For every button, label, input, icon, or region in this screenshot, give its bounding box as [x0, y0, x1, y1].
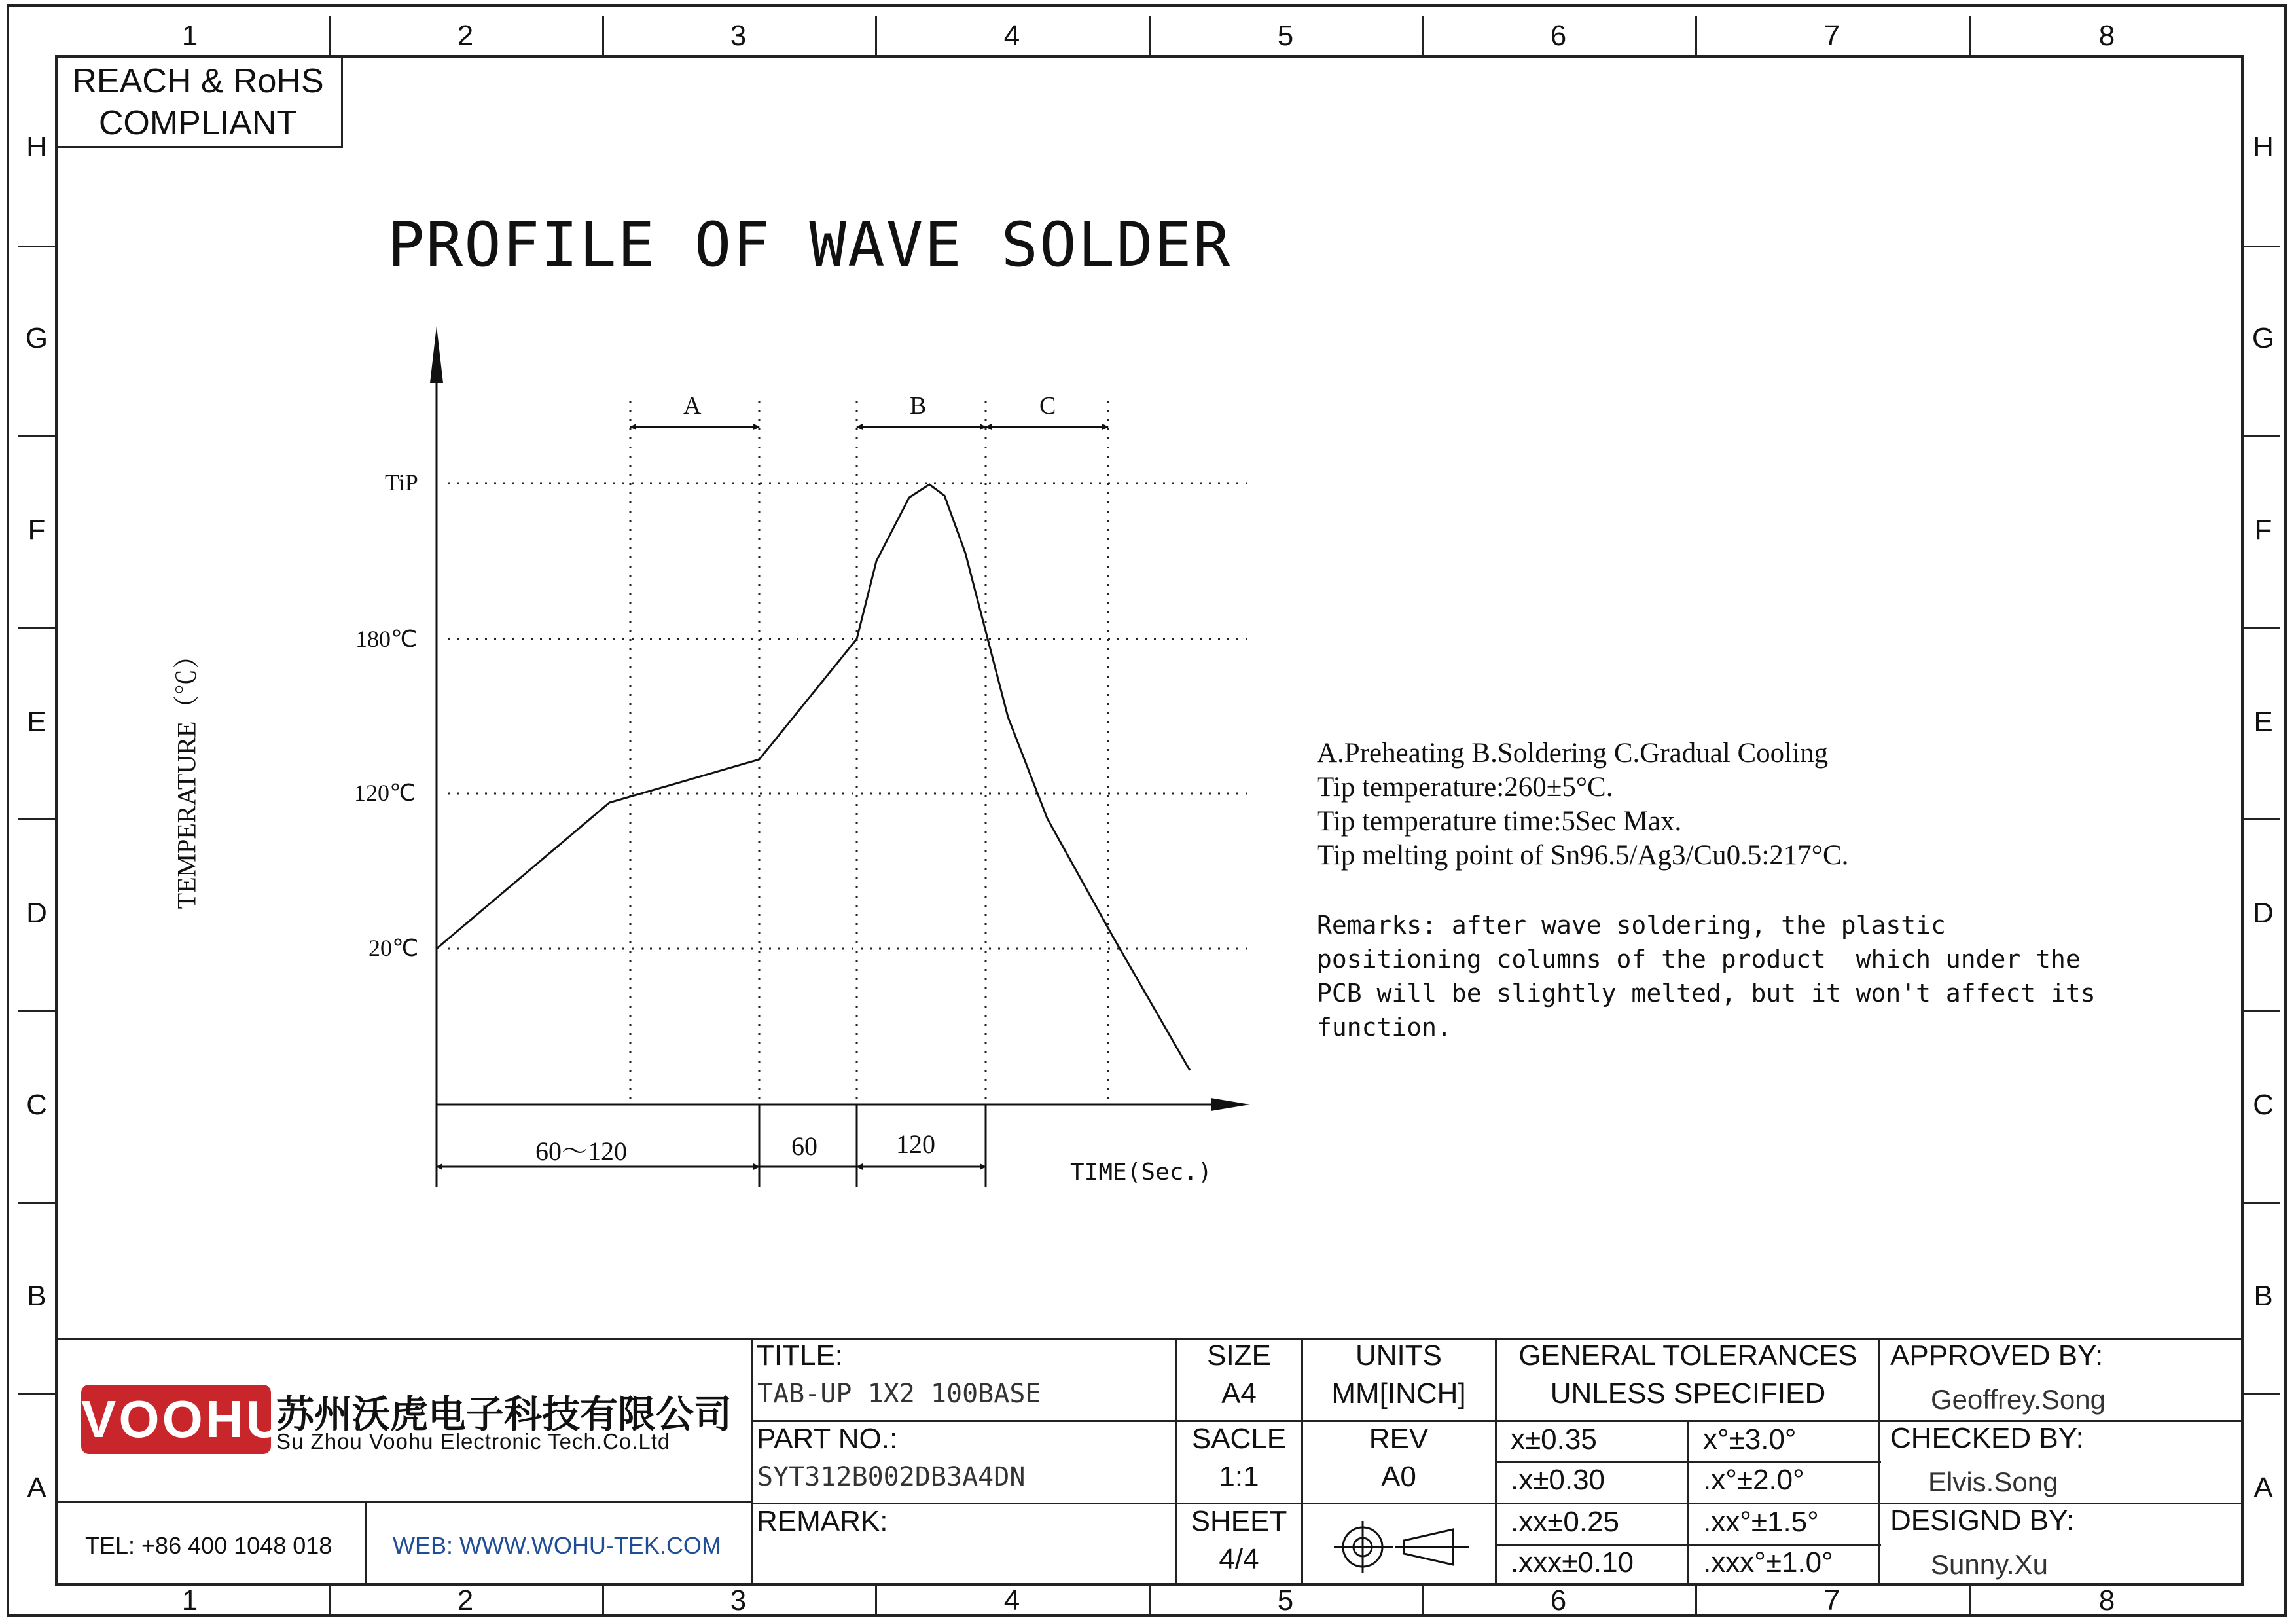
- designed-value: Sunny.Xu: [1931, 1549, 2049, 1580]
- zone-col: 4: [1003, 20, 1020, 52]
- units-value: MM[INCH]: [1331, 1377, 1466, 1410]
- tolerances-heading-2: UNLESS SPECIFIED: [1550, 1377, 1826, 1410]
- temperature-gridlines: [448, 483, 1250, 949]
- scale-label: SACLE: [1191, 1423, 1287, 1455]
- sheet-label: SHEET: [1191, 1505, 1287, 1537]
- zone-col: 6: [1550, 1584, 1567, 1616]
- phase-label-a: A: [683, 392, 702, 420]
- company-name-en: Su Zhou Voohu Electronic Tech.Co.Ltd: [276, 1429, 671, 1453]
- y-axis-arrow: [430, 326, 443, 383]
- tol-linear: .xxx±0.10: [1511, 1546, 1634, 1578]
- zone-row: C: [2253, 1089, 2274, 1121]
- temperature-profile-curve: [437, 484, 1190, 1070]
- size-value: A4: [1221, 1377, 1257, 1410]
- designed-label: DESIGND BY:: [1890, 1504, 2075, 1537]
- title-label: TITLE:: [757, 1340, 844, 1372]
- note-line: Tip temperature time:5Sec Max.: [1317, 806, 1682, 837]
- note-line: Tip melting point of Sn96.5/Ag3/Cu0.5:217°C.: [1317, 840, 1849, 871]
- zone-col: 4: [1003, 1584, 1020, 1616]
- units-label: UNITS: [1355, 1340, 1442, 1372]
- zone-col: 5: [1277, 1584, 1294, 1616]
- zone-col: 2: [457, 20, 474, 52]
- drawing-title: PROFILE OF WAVE SOLDER: [387, 210, 1232, 281]
- zone-col: 7: [1823, 1584, 1840, 1616]
- tol-angular: x°±3.0°: [1703, 1423, 1797, 1455]
- tol-angular: .xxx°±1.0°: [1703, 1546, 1833, 1578]
- y-tick-20: 20℃: [368, 935, 419, 961]
- tol-angular: .xx°±1.5°: [1703, 1506, 1819, 1538]
- zone-row: G: [2251, 322, 2275, 354]
- duration-preheat: 60～120: [535, 1137, 627, 1166]
- remark-line: PCB will be slightly melted, but it won't affect its: [1317, 979, 2096, 1008]
- remark-line: function.: [1317, 1013, 1452, 1042]
- rev-value: A0: [1381, 1461, 1416, 1493]
- y-tick-180: 180℃: [355, 626, 418, 652]
- approved-label: APPROVED BY:: [1890, 1340, 2104, 1372]
- zone-row: D: [26, 897, 47, 929]
- note-line: Tip temperature:260±5°C.: [1317, 772, 1613, 803]
- zone-col: 1: [181, 20, 198, 52]
- y-tick-tip: TiP: [385, 469, 418, 496]
- compliance-line2: COMPLIANT: [98, 104, 298, 142]
- remarks-notes: [1317, 908, 2096, 1044]
- part-no-label: PART NO.:: [757, 1423, 898, 1455]
- phase-boundaries: [630, 401, 1108, 1104]
- zone-col: 8: [2098, 1584, 2115, 1616]
- remark-label: REMARK:: [757, 1505, 888, 1537]
- zone-col: 3: [730, 20, 747, 52]
- tol-linear: .xx±0.25: [1511, 1506, 1620, 1538]
- zone-row: C: [26, 1089, 47, 1121]
- zone-row: E: [2253, 706, 2273, 738]
- compliance-line1: REACH & RoHS: [72, 62, 324, 100]
- note-line: A.Preheating B.Soldering C.Gradual Cooling: [1317, 738, 1829, 769]
- title-value: TAB-UP 1X2 100BASE: [757, 1379, 1041, 1409]
- zone-row: H: [26, 131, 47, 163]
- checked-label: CHECKED BY:: [1890, 1422, 2084, 1454]
- zone-row: F: [2254, 514, 2272, 546]
- checked-value: Elvis.Song: [1928, 1467, 2058, 1497]
- company-name-cn: 苏州沃虎电子科技有限公司: [276, 1393, 732, 1436]
- duration-solder: 120: [896, 1129, 935, 1159]
- y-axis-label: TEMPERATURE（℃）: [171, 642, 202, 909]
- zone-row: H: [2253, 131, 2274, 163]
- zone-row: D: [2253, 897, 2274, 929]
- tolerances-heading-1: GENERAL TOLERANCES: [1518, 1340, 1857, 1372]
- remark-line: positioning columns of the product which under the: [1317, 945, 2081, 974]
- tol-linear: x±0.35: [1511, 1423, 1597, 1455]
- company-web: WEB: WWW.WOHU-TEK.COM: [393, 1532, 721, 1559]
- sheet-value: 4/4: [1219, 1543, 1259, 1575]
- zone-row: G: [25, 322, 48, 354]
- part-no-value: SYT312B002DB3A4DN: [757, 1462, 1026, 1492]
- approved-value: Geoffrey.Song: [1931, 1384, 2106, 1415]
- phase-label-c: C: [1039, 392, 1056, 420]
- remark-line: Remarks: after wave soldering, the plastic: [1317, 911, 1946, 939]
- scale-value: 1:1: [1219, 1461, 1259, 1493]
- zone-row: B: [2253, 1280, 2273, 1312]
- first-angle-projection-icon: [1322, 1518, 1479, 1577]
- duration-ramp: 60: [791, 1131, 817, 1161]
- zone-row: F: [27, 514, 46, 546]
- phase-label-b: B: [910, 392, 927, 420]
- zone-col: 6: [1550, 20, 1567, 52]
- rev-label: REV: [1369, 1423, 1429, 1455]
- y-tick-120: 120℃: [354, 780, 416, 806]
- tol-angular: .x°±2.0°: [1703, 1464, 1804, 1496]
- tol-linear: .x±0.30: [1511, 1464, 1605, 1496]
- zone-row: B: [27, 1280, 46, 1312]
- zone-row: A: [27, 1472, 46, 1504]
- company-logo-text: VOOHU: [81, 1390, 287, 1448]
- zone-row: A: [2253, 1472, 2273, 1504]
- x-axis-label: TIME(Sec.): [1070, 1159, 1212, 1186]
- zone-col: 3: [730, 1584, 747, 1616]
- company-tel: TEL: +86 400 1048 018: [85, 1532, 332, 1559]
- size-label: SIZE: [1207, 1340, 1271, 1372]
- zone-col: 5: [1277, 20, 1294, 52]
- zone-row: E: [27, 706, 46, 738]
- x-axis-arrow: [1211, 1098, 1250, 1111]
- process-notes: [1317, 737, 1848, 873]
- zone-col: 2: [457, 1584, 474, 1616]
- axes: [430, 326, 1250, 1111]
- zone-col: 8: [2098, 20, 2115, 52]
- zone-col: 1: [181, 1584, 198, 1616]
- zone-col: 7: [1823, 20, 1840, 52]
